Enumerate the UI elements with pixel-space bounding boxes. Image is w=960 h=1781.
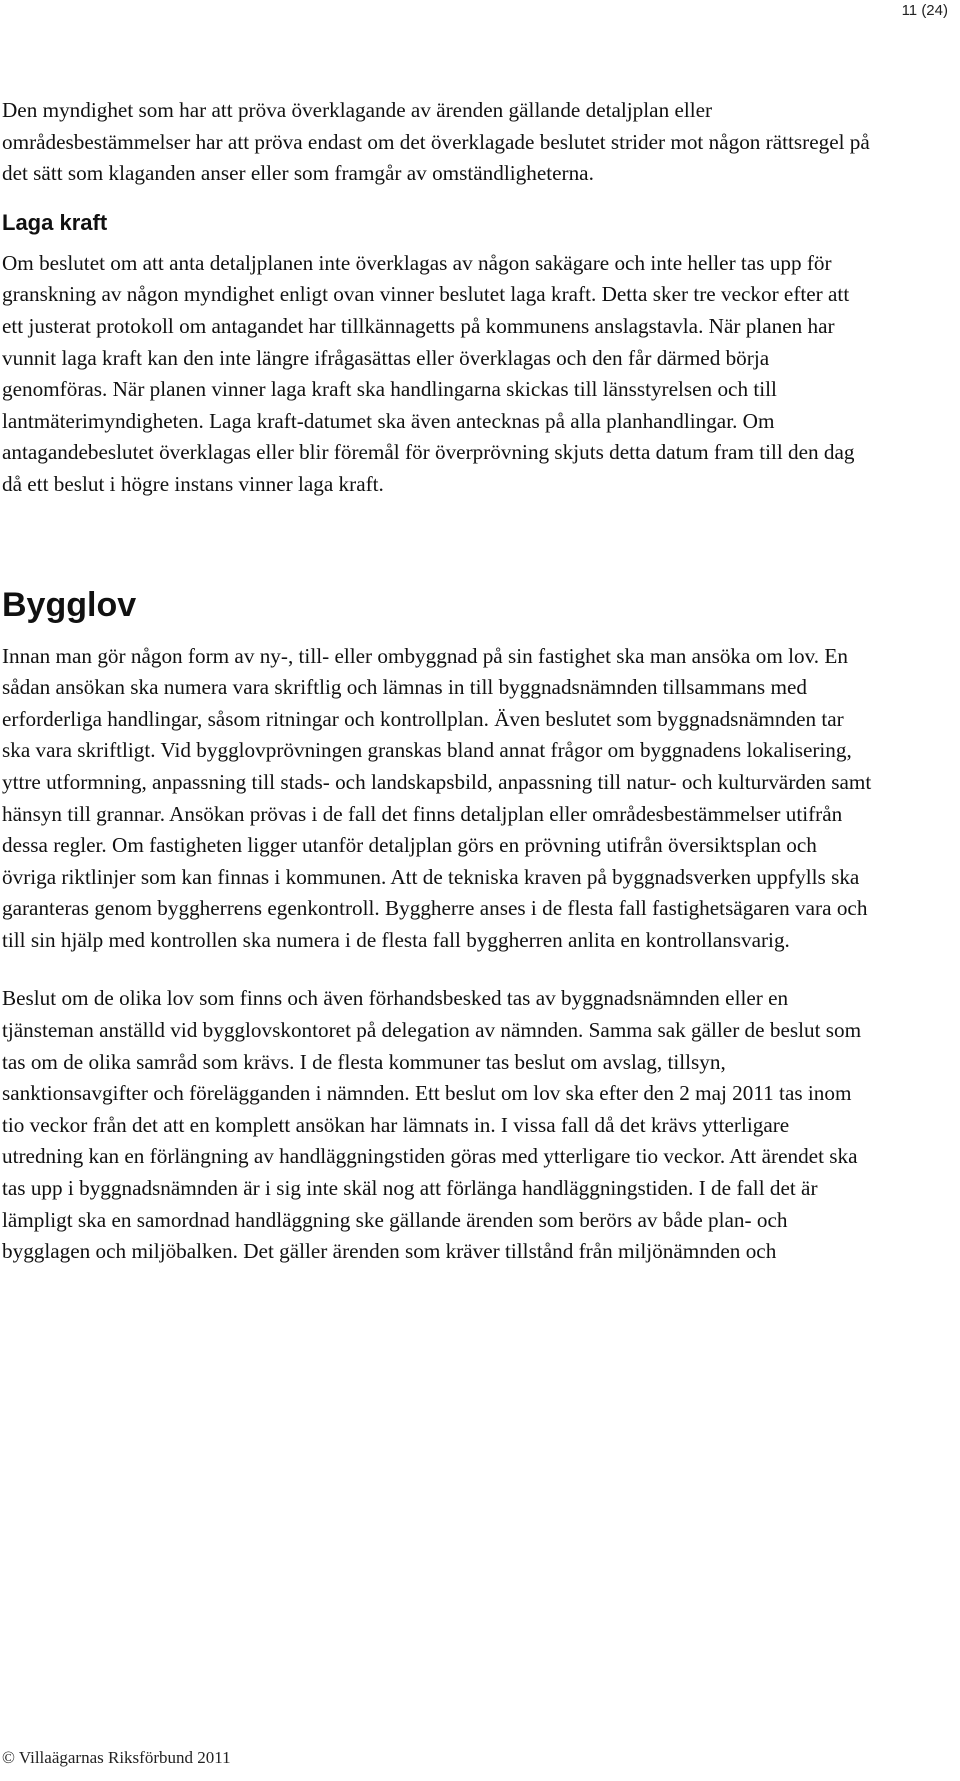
laga-kraft-heading: Laga kraft	[2, 209, 108, 235]
footer-copyright: © Villaägarnas Riksförbund 2011	[2, 1748, 231, 1767]
bygglov-paragraph-1: Innan man gör någon form av ny-, till- eller ombyggnad på sin fastighet ska man ansöka om lov. En sådan ansökan ska numera vara skriftlig och lämnas in till byggnadsnämnden tillsammans med erforderliga handlingar, såsom ritningar och kontrollplan. Även beslutet som byggnadsnämnden tar ska vara skriftligt. Vid bygglovprövningen granskas bland annat frågor om byggnadens lokalisering, yttre utformning, anpassning till stads- och landskapsbild, anpassning till natur- och kulturvärden samt hänsyn till grannar. Ansökan prövas i de fall det finns detaljplan eller områdesbestämmelser utifrån dessa regler. Om fastigheten ligger utanför detaljplan görs en prövning utifrån översiktsplan och övriga riktlinjer som kan finnas i kommunen. Att de tekniska kraven på byggnadsverken uppfylls ska garanteras genom byggherrens egenkontroll. Byggherre anses i de flesta fall fastighetsägaren vara och till sin hjälp med kontrollen ska numera i de flesta fall byggherren anlita en kontrollansvarig.	[2, 643, 872, 952]
bygglov-paragraph-2: Beslut om de olika lov som finns och även förhandsbesked tas av byggnadsnämnden eller en tjänsteman anställd vid bygglovskontoret på delegation av nämnden. Samma sak gäller de beslut som tas om de olika samråd som krävs. I de flesta kommuner tas beslut om avslag, tillsyn, sanktionsavgifter och förelägganden i nämnden. Ett beslut om lov ska efter den 2 maj 2011 tas inom tio veckor från det att en komplett ansökan har lämnats in. I vissa fall då det krävs ytterligare utredning kan en förlängning av handläggningstiden göras med ytterligare tio veckor. Att ärendet ska tas upp i byggnadsnämnden är i sig inte skäl nog att förlänga handläggningstiden. I de fall det är lämpligt ska en samordnad handläggning ske gällande ärenden som berörs av både plan- och bygglagen och miljöbalken. Det gäller ärenden som kräver tillstånd från miljönämnden och	[2, 986, 862, 1264]
bygglov-heading: Bygglov	[2, 585, 137, 624]
document-body	[2, 95, 872, 1268]
intro-paragraph: Den myndighet som har att pröva överklagande av ärenden gällande detaljplan eller områdesbestämmelser har att pröva endast om det överklagade beslutet strider mot någon rättsregel på det sätt som klaganden anser eller som framgår av omständligheterna.	[2, 98, 870, 186]
page-number: 11 (24)	[901, 2, 948, 19]
laga-kraft-paragraph: Om beslutet om att anta detaljplanen inte överklagas av någon sakägare och inte heller tas upp för granskning av någon myndighet enligt ovan vinner beslutet laga kraft. Detta sker tre veckor efter att ett justerat protokoll om antagandet har tillkännagetts på kommunens anslagstavla. När planen har vunnit laga kraft kan den inte längre ifrågasättas eller överklagas och den får därmed börja genomföras. När planen vinner laga kraft ska handlingarna skickas till länsstyrelsen och till lantmäterimyndigheten. Laga kraft-datumet ska även antecknas på alla planhandlingar. Om antagandebeslutet överklagas eller blir föremål för överprövning skjuts detta datum fram till den dag då ett beslut i högre instans vinner laga kraft.	[2, 250, 855, 496]
